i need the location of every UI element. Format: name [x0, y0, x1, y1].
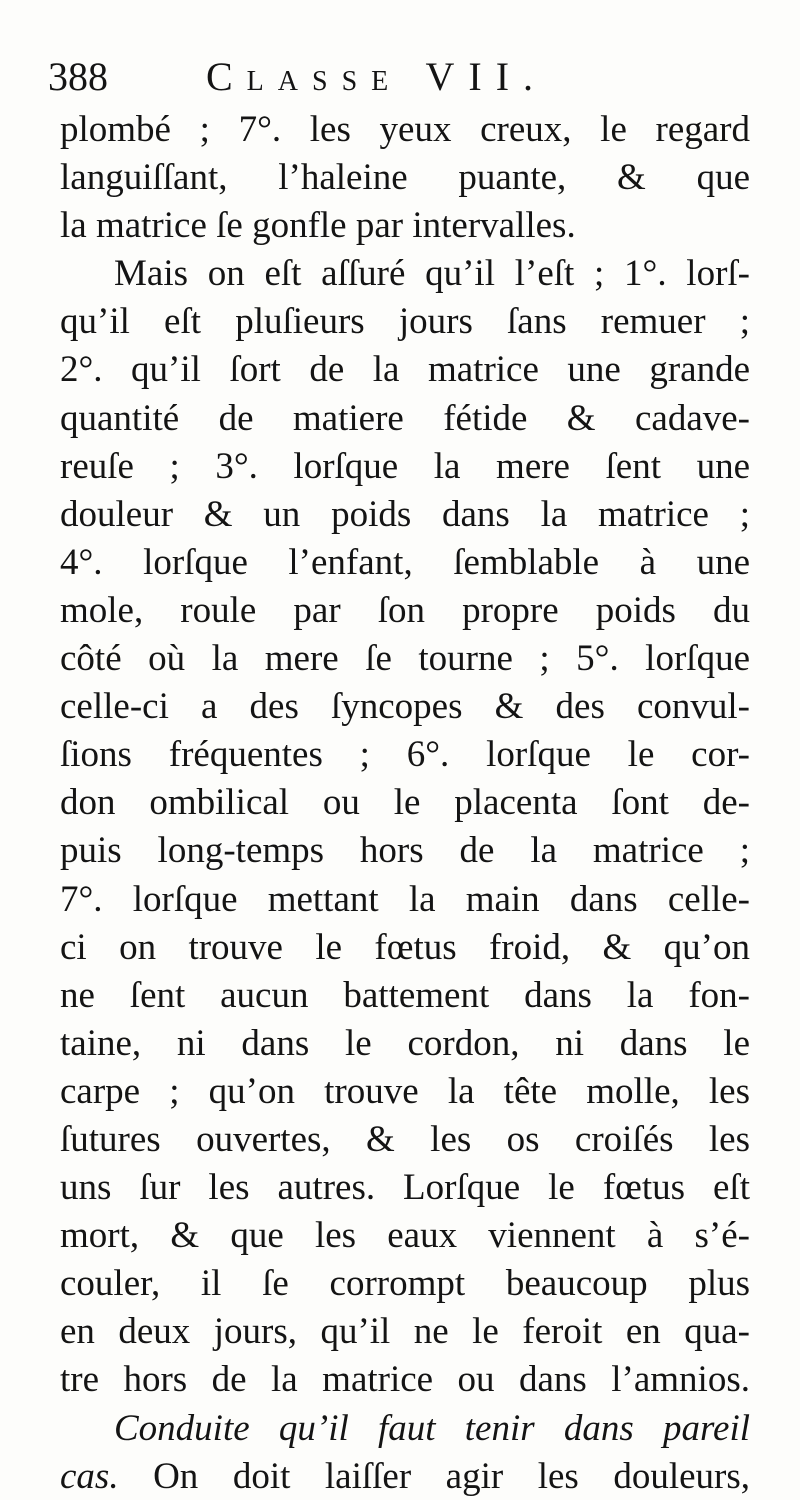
text-line: ſutures ouvertes, & les os croiſés les	[60, 1118, 750, 1160]
text-line: douleur & un poids dans la matrice ;	[60, 493, 750, 535]
text-line: couler, il ſe corrompt beaucoup plus	[60, 1263, 750, 1305]
text-line: tre hors de la matrice ou dans l’amnios.	[60, 1359, 750, 1401]
text-line: ne ſent aucun battement dans la fon-	[60, 974, 750, 1016]
text-line: carpe ; qu’on trouve la tête molle, les	[60, 1070, 750, 1112]
text-line: celle-ci a des ſyncopes & des convul-	[60, 686, 750, 728]
text-line: côté où la mere ſe tourne ; 5°. lorſque	[60, 638, 750, 680]
text-line: 7°. lorſque mettant la main dans celle-	[60, 878, 750, 920]
text-line: uns ſur les autres. Lorſque le fœtus eſt	[60, 1167, 750, 1209]
text-line: en deux jours, qu’il ne le feroit en qua-	[60, 1311, 750, 1353]
body-text	[60, 106, 750, 1501]
text-line: ſions fréquentes ; 6°. lorſque le cor-	[60, 734, 750, 776]
italic-run: cas.	[60, 1455, 119, 1497]
text-line: Mais on eſt aſſuré qu’il l’eſt ; 1°. lorſ-	[114, 253, 750, 295]
roman-run: On doit laiſſer agir les douleurs,	[118, 1455, 750, 1497]
text-line: qu’il eſt pluſieurs jours ſans remuer ;	[60, 301, 750, 343]
page-header	[48, 48, 768, 106]
text-line: 4°. lorſque l’enfant, ſemblable à une	[60, 541, 750, 583]
section-heading-italic: Conduite qu’il faut tenir dans pareil	[114, 1407, 750, 1449]
text-line: mole, roule par ſon propre poids du	[60, 589, 750, 631]
text-line: la matrice ſe gonfle par intervalles.	[60, 205, 576, 247]
text-line: languiſſant, l’haleine puante, & que	[60, 157, 750, 199]
text-line: mort, & que les eaux viennent à s’é-	[60, 1215, 750, 1257]
text-line: puis long-temps hors de la matrice ;	[60, 830, 750, 872]
text-line: taine, ni dans le cordon, ni dans le	[60, 1022, 750, 1064]
page-number: 388	[48, 54, 108, 99]
text-line: don ombilical ou le placenta ſont de-	[60, 782, 750, 824]
text-line: ci on trouve le fœtus froid, & qu’on	[60, 926, 750, 968]
text-line: 2°. qu’il ſort de la matrice une grande	[60, 349, 750, 391]
running-head: Classe VII.	[206, 54, 548, 99]
text-line: reuſe ; 3°. lorſque la mere ſent une	[60, 445, 750, 487]
text-line: plombé ; 7°. les yeux creux, le regard	[60, 109, 750, 150]
text-line-final	[60, 1453, 750, 1501]
text-line: quantité de matiere fétide & cadave-	[60, 397, 750, 439]
